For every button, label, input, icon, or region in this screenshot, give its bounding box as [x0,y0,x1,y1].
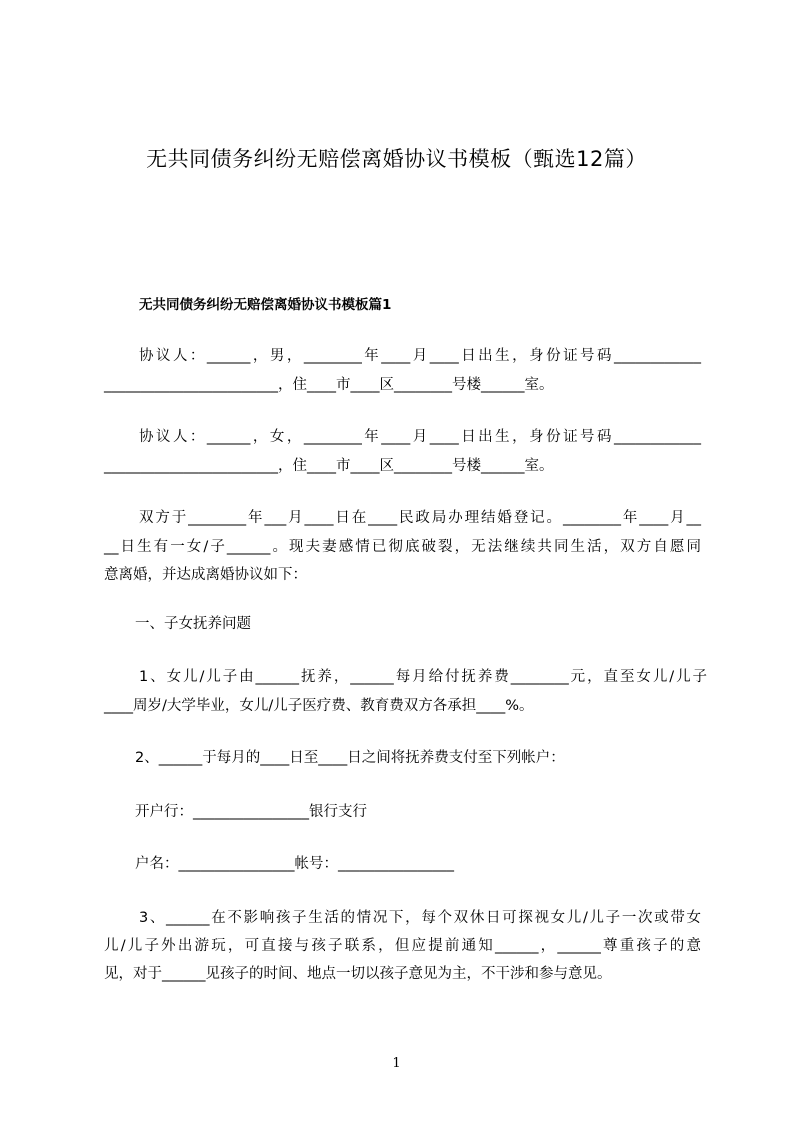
party-female-line-2: ________________________，住____市____区________号楼______室。 [104,458,554,474]
item-3-line-1: 3、______在不影响孩子生活的情况下，每个双休日可探视女儿/儿子一次或带女 [139,910,701,926]
section-1-heading: 一、子女抚养问题 [135,616,251,632]
section-subtitle: 无共同债务纠纷无赔偿离婚协议书模板篇1 [139,297,392,313]
party-male-line-2: ________________________，住____市____区________号楼______室。 [104,377,554,393]
bank-line: 开户行：________________银行支行 [135,804,367,820]
document-title: 无共同债务纠纷无赔偿离婚协议书模板（甄选12篇） [146,147,647,171]
party-male-line-1: 协议人：______，男，________年____月____日出生，身份证号码____________ [139,348,701,364]
item-1-line-2: ____周岁/大学毕业，女儿/儿子医疗费、教育费双方各承担____%。 [104,698,534,714]
item-2: 2、______于每月的____日至____日之间将抚养费支付至下列帐户： [135,750,565,766]
account-line: 户名：________________帐号：________________ [135,856,454,872]
item-1-line-1: 1、女儿/儿子由______抚养，______每月给付抚养费________元，直至女儿/儿子 [139,669,707,685]
party-female-line-1: 协议人：______，女，________年____月____日出生，身份证号码____________ [139,429,701,445]
marriage-line-2: __日生有一女/子______。现夫妻感情已彻底破裂，无法继续共同生活，双方自愿同 [104,539,701,555]
marriage-line-3: 意离婚，并达成离婚协议如下： [104,567,307,583]
item-3-line-3: 见，对于______见孩子的时间、地点一切以孩子意见为主，不干涉和参与意见。 [104,966,612,982]
page-number: 1 [392,1056,401,1071]
item-3-line-2: 儿/儿子外出游玩，可直接与孩子联系，但应提前通知______，______尊重孩子的意 [104,938,701,954]
marriage-line-1: 双方于________年___月____日在____民政局办理结婚登记。________年____月__ [139,510,701,526]
